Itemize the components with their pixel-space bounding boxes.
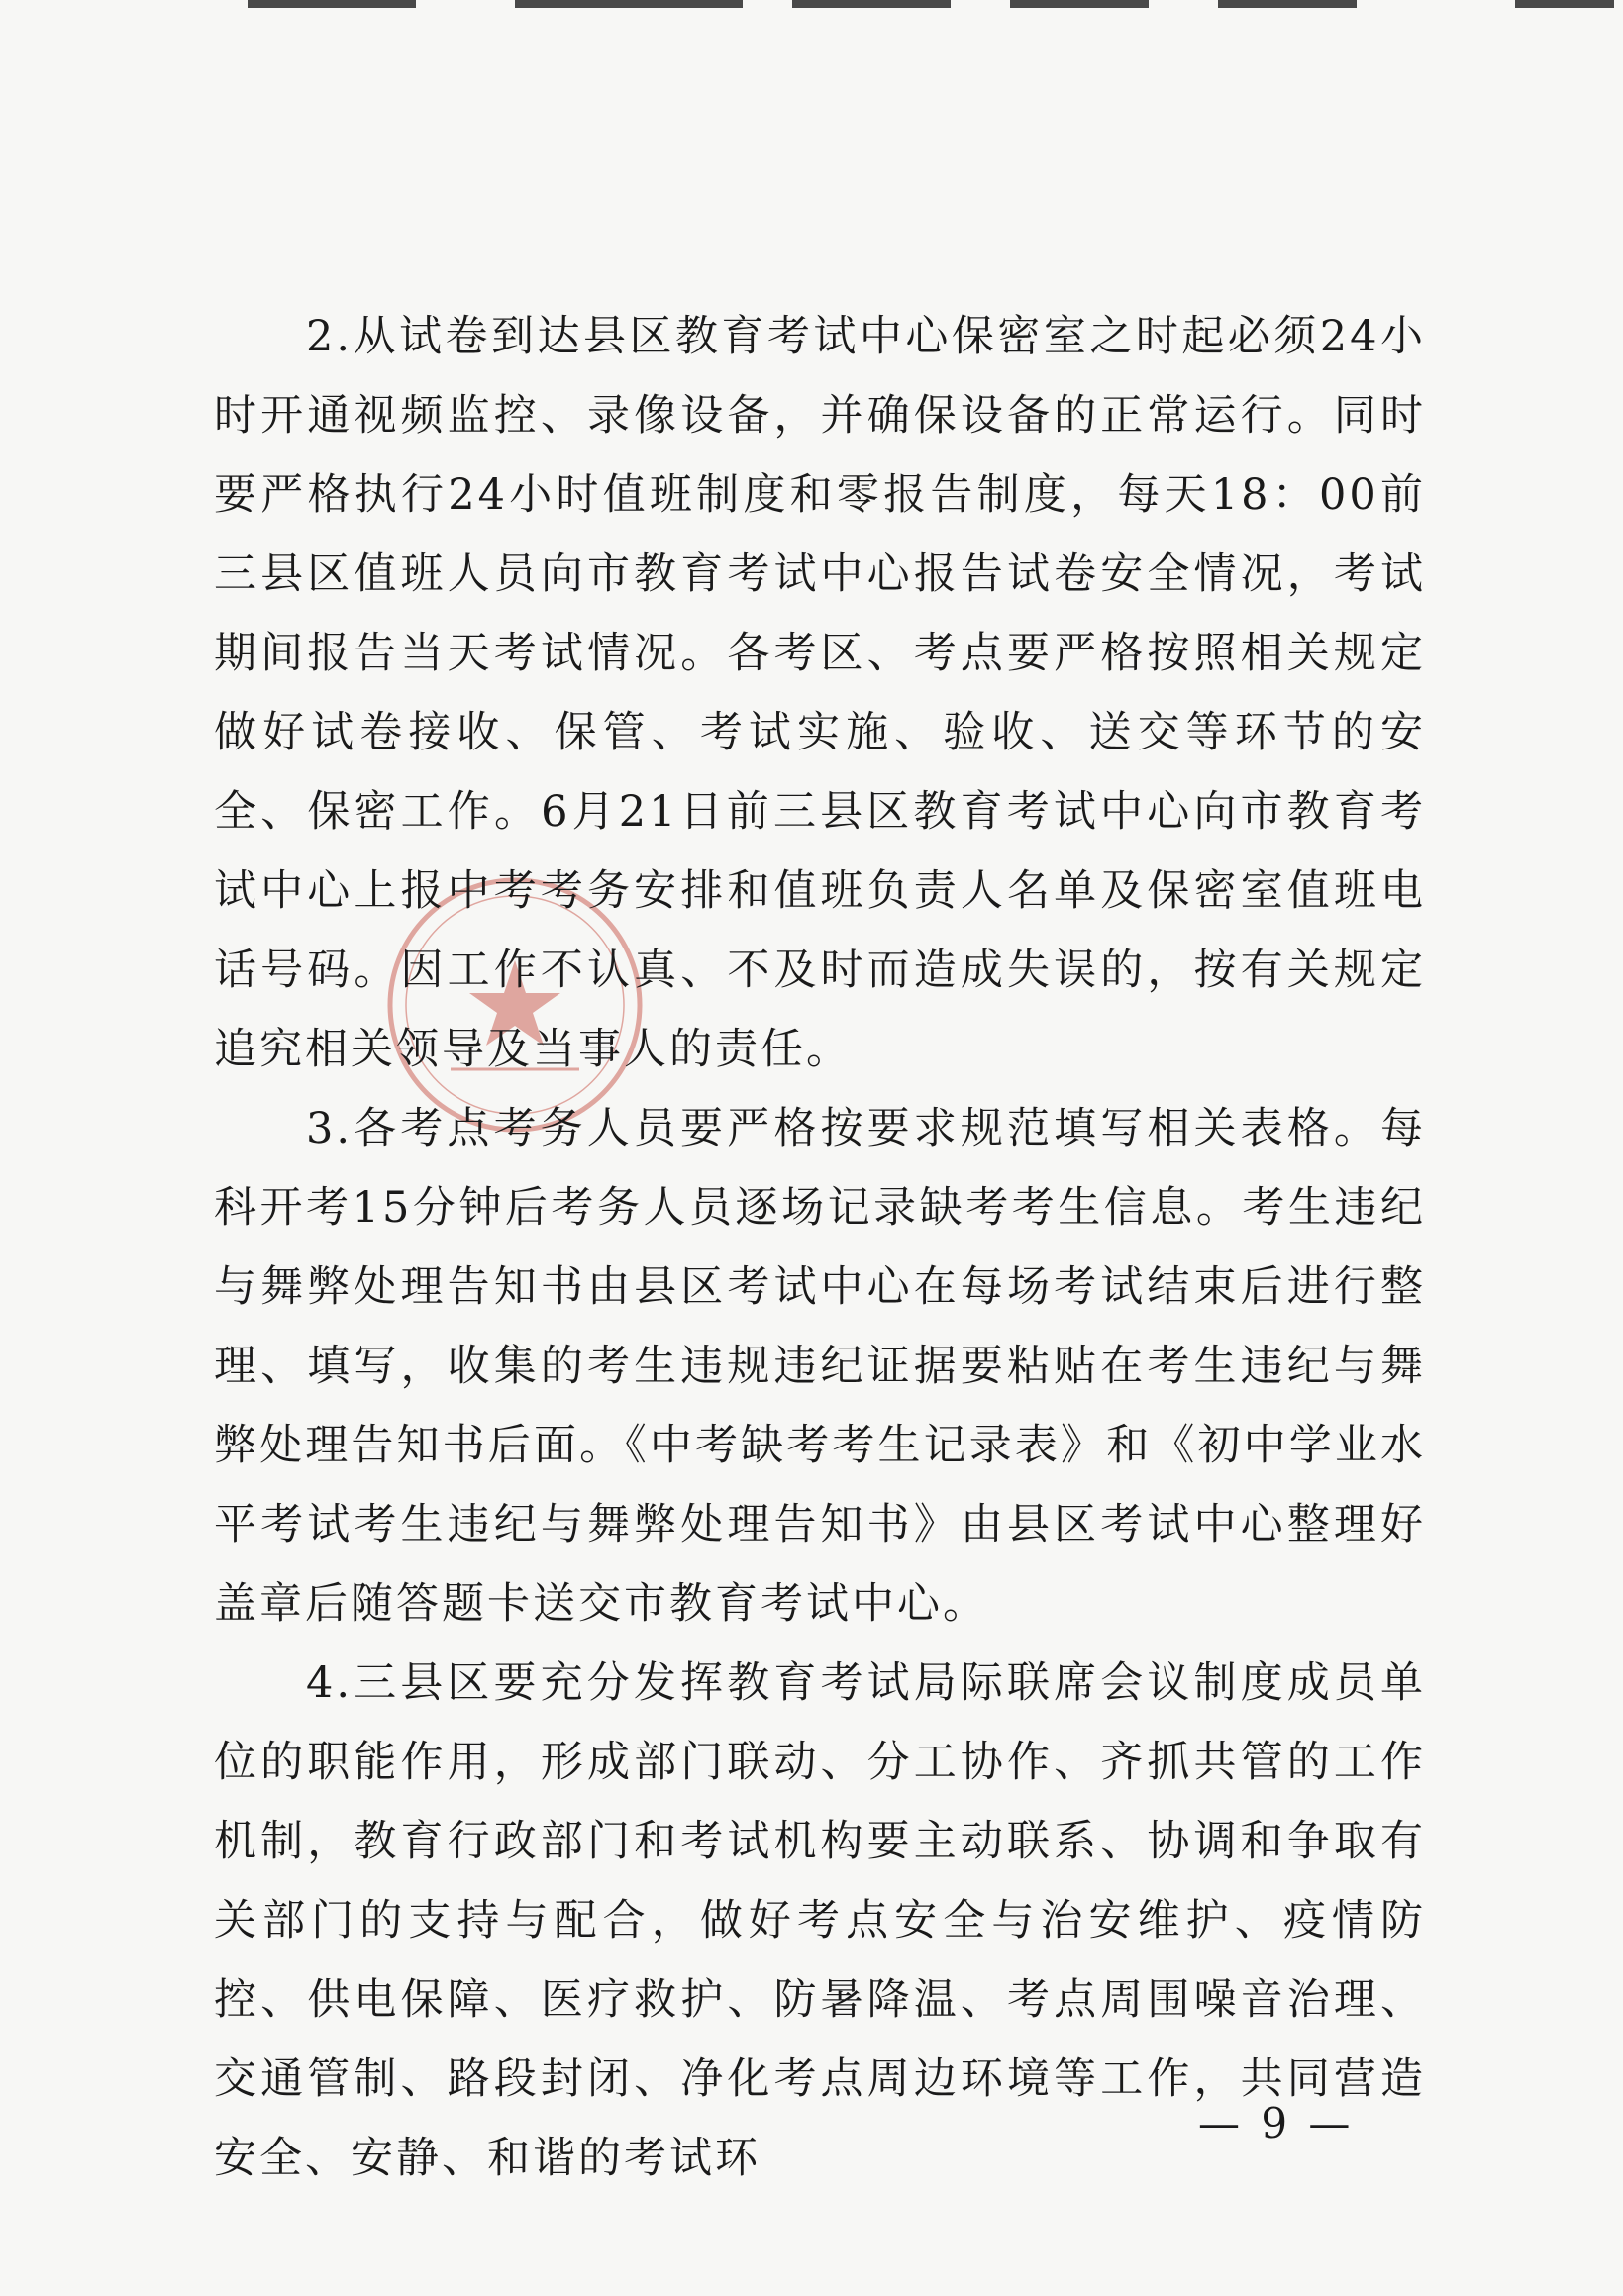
- paragraph-item-4: 4.三县区要充分发挥教育考试局际联席会议制度成员单位的职能作用，形成部门联动、分工协作、齐抓共管的工作机制，教育行政部门和考试机构要主动联系、协调和争取有关部门的支持与配合，做好考点安全与治安维护、疫情防控、供电保障、医疗救护、防暑降温、考点周围噪音治理、交通管制、路段封闭、净化考点周边环境等工作，共同营造安全、安静、和谐的考试环: [214, 1658, 1426, 2183]
- scan-mark: [248, 0, 416, 8]
- paragraph-item-2: 2.从试卷到达县区教育考试中心保密室之时起必须24小时开通视频监控、录像设备，并确保设备的正常运行。同时要严格执行24小时值班制度和零报告制度，每天18：00前三县区值班人员向市教育考试中心报告试卷安全情况，考试期间报告当天考试情况。各考区、考点要严格按照相关规定做好试卷接收、保管、考试实施、验收、送交等环节的安全、保密工作。6月21日前三县区教育考试中心向市教育考试中心上报中考考务安排和值班负责人名单及保密室值班电话号码。因工作不认真、不及时而造成失误的，按有关规定追究相关领导及当事人的责任。: [214, 312, 1426, 1074]
- scan-mark: [792, 0, 951, 8]
- scan-mark: [1218, 0, 1357, 8]
- scan-mark: [1010, 0, 1149, 8]
- scan-mark: [1515, 0, 1614, 8]
- scan-top-edge-marks: [0, 0, 1623, 10]
- document-body: [214, 297, 1426, 2198]
- page-number: — 9 —: [1198, 2099, 1355, 2147]
- paragraph-item-3: 3.各考点考务人员要严格按要求规范填写相关表格。每科开考15分钟后考务人员逐场记录缺考考生信息。考生违纪与舞弊处理告知书由县区考试中心在每场考试结束后进行整理、填写，收集的考生违规违纪证据要粘贴在考生违纪与舞弊处理告知书后面。《中考缺考考生记录表》和《初中学业水平考试考生违纪与舞弊处理告知书》由县区考试中心整理好盖章后随答题卡送交市教育考试中心。: [214, 1104, 1426, 1629]
- scan-mark: [515, 0, 743, 8]
